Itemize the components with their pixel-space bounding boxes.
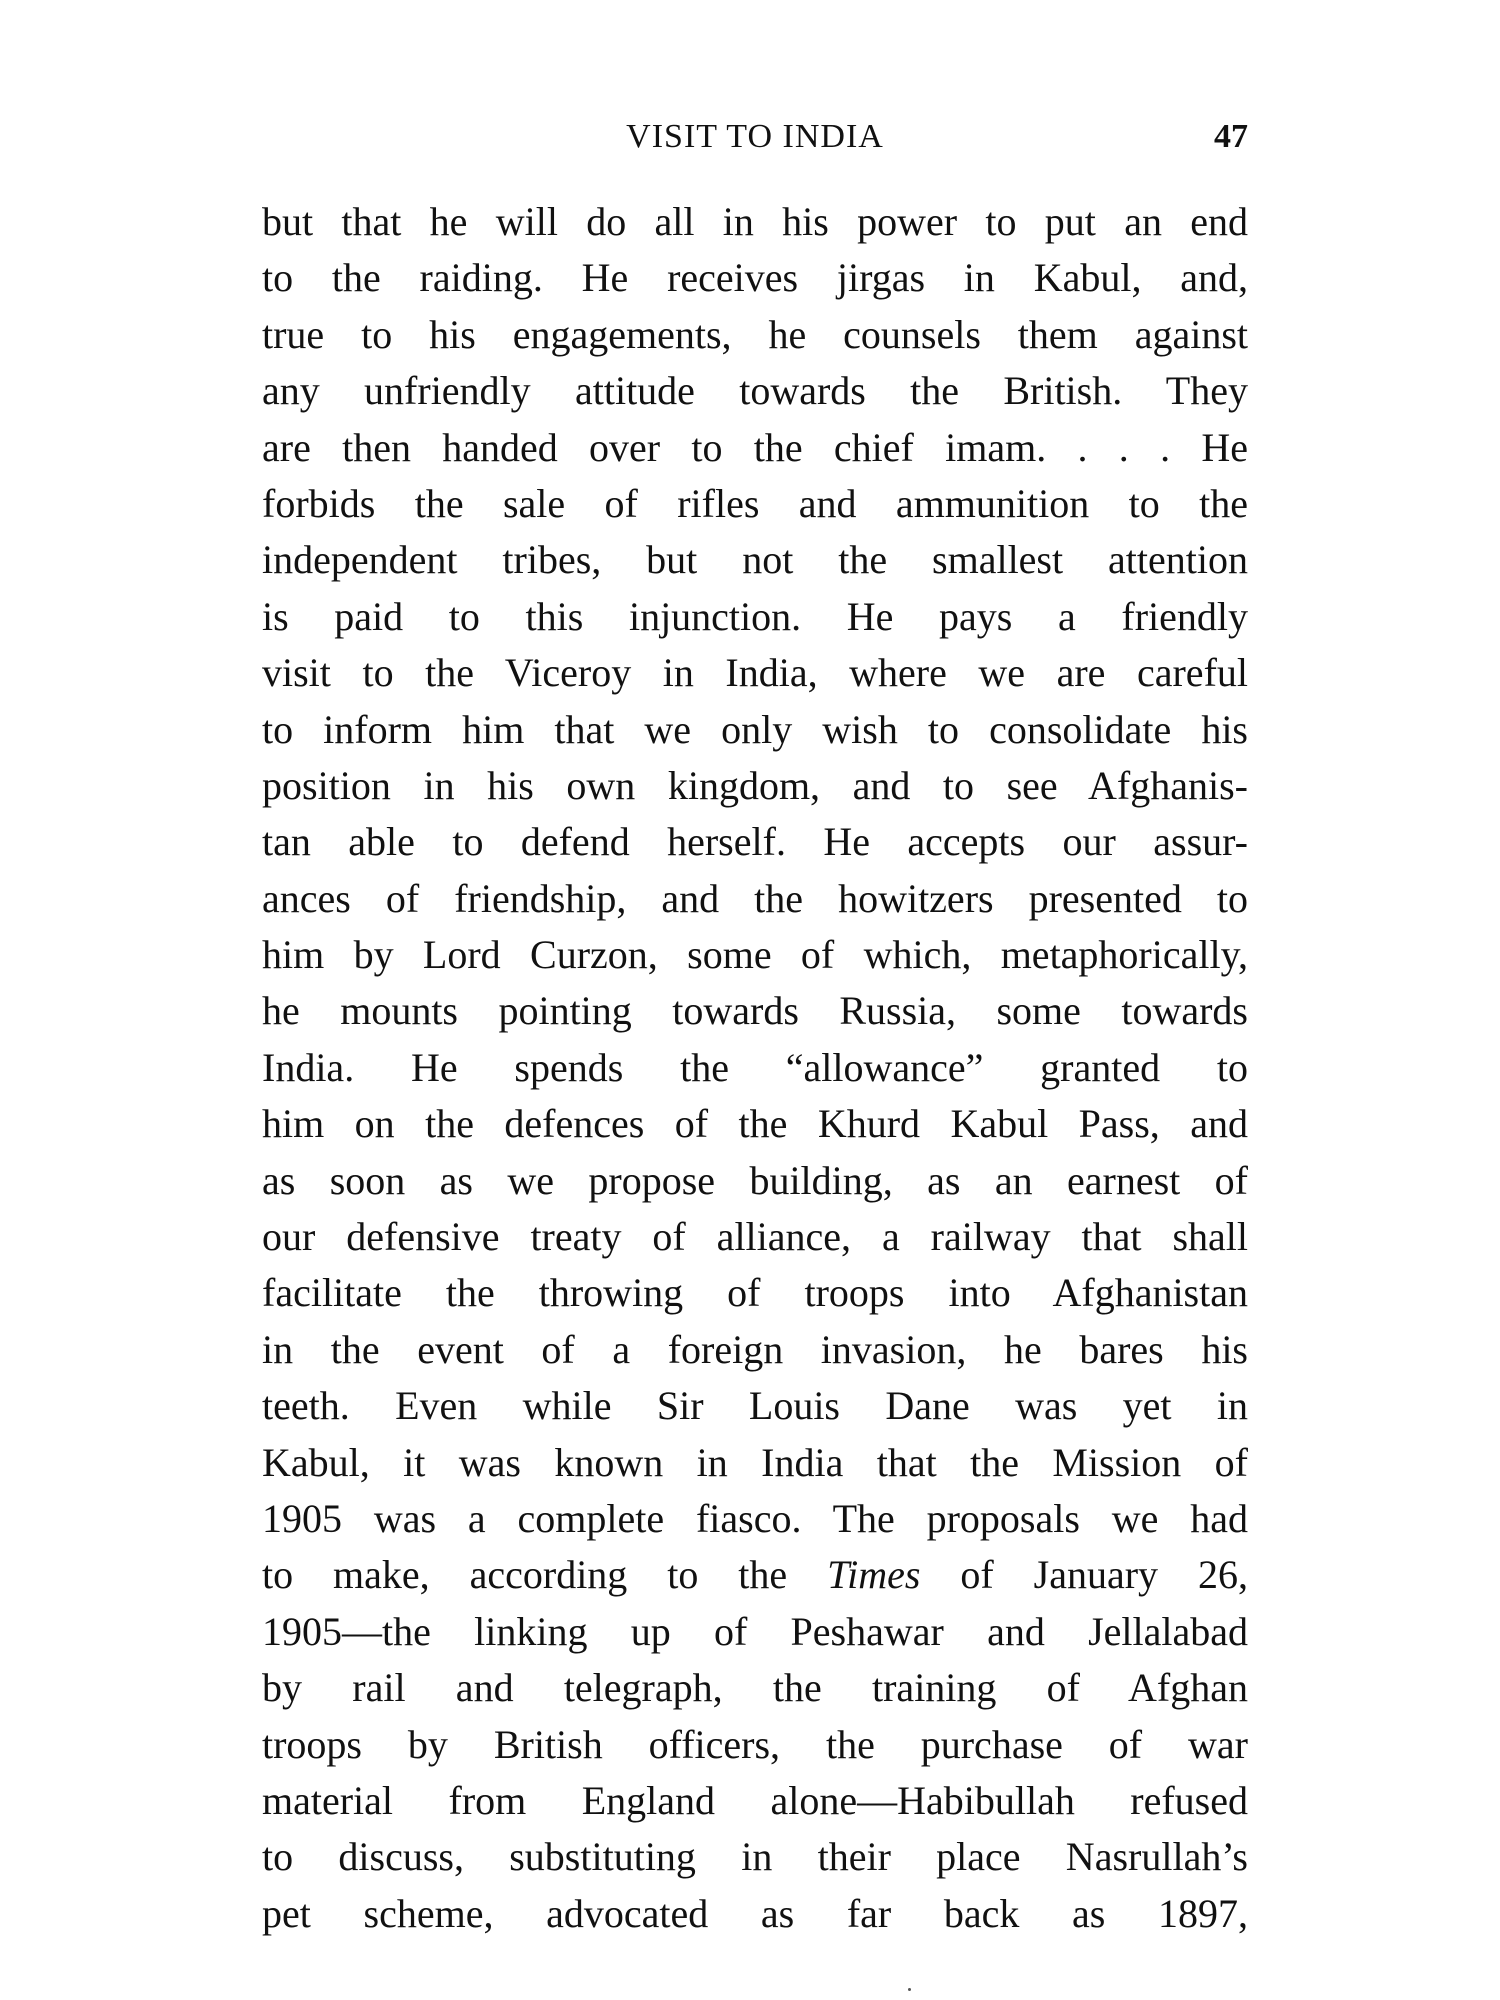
- text-line: Kabul, it was known in India that the Mission of: [262, 1439, 1248, 1485]
- text-line: true to his engagements, he counsels them against: [262, 311, 1248, 357]
- running-title: VISIT TO INDIA: [626, 118, 884, 155]
- text-line: tan able to defend herself. He accepts our assur-: [262, 819, 1248, 865]
- text-line: him by Lord Curzon, some of which, metaphorically,: [262, 932, 1248, 978]
- print-speck: [908, 1988, 911, 1991]
- text-line: but that he will do all in his power to put an end: [262, 199, 1248, 244]
- text-line: is paid to this injunction. He pays a friendly: [262, 593, 1248, 639]
- text-line: to the raiding. He receives jirgas in Kabul, and,: [262, 255, 1248, 301]
- text-segment: of January 26,: [920, 1552, 1248, 1598]
- text-line: material from England alone—Habibullah refused: [262, 1777, 1248, 1823]
- text-line: India. He spends the “allowance” granted to: [262, 1044, 1248, 1090]
- text-line: 1905—the linking up of Peshawar and Jellalabad: [262, 1608, 1248, 1654]
- text-line: facilitate the throwing of troops into Afghanistan: [262, 1270, 1248, 1316]
- body-text: [262, 194, 1248, 1942]
- text-line: in the event of a foreign invasion, he bares his: [262, 1326, 1248, 1372]
- text-line: are then handed over to the chief imam. . . . He: [262, 424, 1248, 470]
- text-line: to inform him that we only wish to consolidate his: [262, 706, 1248, 752]
- text-line: teeth. Even while Sir Louis Dane was yet in: [262, 1383, 1248, 1429]
- text-line: him on the defences of the Khurd Kabul Pass, and: [262, 1101, 1248, 1147]
- text-line-with-italic: [262, 1547, 1248, 1603]
- text-line: any unfriendly attitude towards the British. They: [262, 368, 1248, 414]
- text-line: by rail and telegraph, the training of Afghan: [262, 1665, 1248, 1711]
- text-line: he mounts pointing towards Russia, some towards: [262, 988, 1248, 1034]
- text-line: ances of friendship, and the howitzers presented to: [262, 875, 1248, 921]
- text-line: pet scheme, advocated as far back as 1897,: [262, 1890, 1248, 1936]
- text-line: as soon as we propose building, as an earnest of: [262, 1157, 1248, 1203]
- text-line: independent tribes, but not the smallest attention: [262, 537, 1248, 583]
- running-head: [262, 118, 1248, 168]
- text-line: 1905 was a complete fiasco. The proposals we had: [262, 1495, 1248, 1541]
- text-line: troops by British officers, the purchase of war: [262, 1721, 1248, 1767]
- text-line: visit to the Viceroy in India, where we are careful: [262, 650, 1248, 696]
- text-segment: to make, according to the: [262, 1552, 828, 1598]
- text-line: forbids the sale of rifles and ammunition to the: [262, 480, 1248, 526]
- text-line: our defensive treaty of alliance, a railway that shall: [262, 1214, 1248, 1260]
- italic-title: Times: [827, 1552, 921, 1598]
- text-line: to discuss, substituting in their place Nasrullah’s: [262, 1834, 1248, 1880]
- page-number: 47: [1214, 118, 1248, 155]
- text-line: position in his own kingdom, and to see Afghanis-: [262, 762, 1248, 808]
